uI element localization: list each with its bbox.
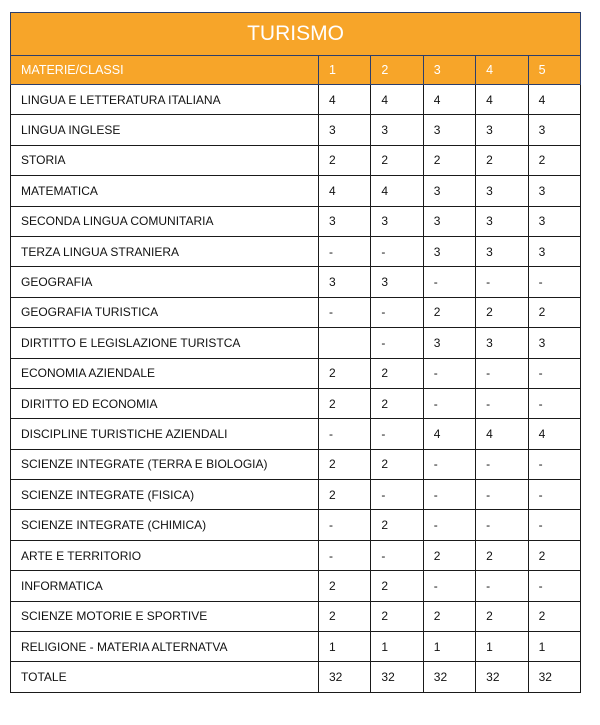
hours-cell: 3 — [371, 206, 423, 236]
hours-cell: 3 — [371, 267, 423, 297]
hours-cell: 4 — [476, 419, 528, 449]
hours-cell: - — [476, 388, 528, 418]
subject-cell: SCIENZE INTEGRATE (TERRA E BIOLOGIA) — [11, 449, 319, 479]
table-row — [11, 358, 581, 388]
hours-cell: 2 — [423, 601, 475, 631]
table-row — [11, 601, 581, 631]
total-row — [11, 662, 581, 692]
hours-cell: - — [319, 419, 371, 449]
subject-cell: INFORMATICA — [11, 571, 319, 601]
hours-cell: 4 — [528, 419, 580, 449]
subject-cell: SCIENZE MOTORIE E SPORTIVE — [11, 601, 319, 631]
hours-cell: - — [528, 358, 580, 388]
table-title: TURISMO — [11, 13, 581, 56]
hours-cell: 3 — [528, 206, 580, 236]
hours-cell: - — [319, 297, 371, 327]
table-row — [11, 206, 581, 236]
subject-cell: DIRITTO ED ECONOMIA — [11, 388, 319, 418]
hours-cell: 2 — [371, 601, 423, 631]
table-row — [11, 328, 581, 358]
hours-cell: - — [319, 510, 371, 540]
hours-cell: 2 — [528, 145, 580, 175]
hours-cell: - — [528, 388, 580, 418]
class-column-header: 1 — [319, 56, 371, 85]
table-row — [11, 297, 581, 327]
hours-cell: - — [371, 540, 423, 570]
hours-cell: - — [528, 571, 580, 601]
hours-cell: - — [423, 267, 475, 297]
hours-cell: - — [319, 540, 371, 570]
hours-cell: 4 — [371, 176, 423, 206]
hours-cell: - — [476, 358, 528, 388]
hours-cell: 2 — [319, 358, 371, 388]
hours-cell: - — [371, 419, 423, 449]
table-row — [11, 388, 581, 418]
hours-cell: 3 — [528, 236, 580, 266]
class-column-header: 3 — [423, 56, 475, 85]
table-row — [11, 480, 581, 510]
class-column-header: 4 — [476, 56, 528, 85]
hours-cell: 1 — [371, 632, 423, 662]
curriculum-table — [10, 12, 581, 693]
table-body — [11, 85, 581, 693]
hours-cell: 2 — [371, 571, 423, 601]
hours-cell: - — [371, 297, 423, 327]
hours-cell: 2 — [476, 540, 528, 570]
hours-cell: 2 — [319, 480, 371, 510]
hours-cell: 2 — [319, 571, 371, 601]
subject-cell: DISCIPLINE TURISTICHE AZIENDALI — [11, 419, 319, 449]
hours-cell: 2 — [528, 297, 580, 327]
table-row — [11, 540, 581, 570]
hours-cell: 4 — [528, 85, 580, 115]
hours-cell: - — [476, 480, 528, 510]
class-column-header: 2 — [371, 56, 423, 85]
table-row — [11, 145, 581, 175]
subject-cell: RELIGIONE - MATERIA ALTERNATVA — [11, 632, 319, 662]
hours-cell: - — [476, 267, 528, 297]
hours-cell: 3 — [476, 176, 528, 206]
hours-cell: 1 — [528, 632, 580, 662]
hours-cell: 32 — [423, 662, 475, 692]
hours-cell: - — [423, 571, 475, 601]
hours-cell: - — [371, 328, 423, 358]
subject-cell: GEOGRAFIA — [11, 267, 319, 297]
hours-cell: - — [423, 480, 475, 510]
hours-cell: 3 — [423, 115, 475, 145]
hours-cell: 3 — [423, 236, 475, 266]
hours-cell: 3 — [476, 206, 528, 236]
hours-cell: 1 — [423, 632, 475, 662]
subject-cell: SECONDA LINGUA COMUNITARIA — [11, 206, 319, 236]
hours-cell: 32 — [319, 662, 371, 692]
hours-cell: 32 — [528, 662, 580, 692]
hours-cell: - — [423, 449, 475, 479]
hours-cell: 3 — [528, 115, 580, 145]
hours-cell: 2 — [423, 297, 475, 327]
table-row — [11, 176, 581, 206]
hours-cell: 4 — [423, 85, 475, 115]
subject-cell: MATEMATICA — [11, 176, 319, 206]
hours-cell: 2 — [371, 358, 423, 388]
hours-cell: - — [528, 449, 580, 479]
subject-cell: ARTE E TERRITORIO — [11, 540, 319, 570]
hours-cell: - — [476, 510, 528, 540]
hours-cell: 3 — [476, 115, 528, 145]
hours-cell: 32 — [371, 662, 423, 692]
hours-cell: 3 — [319, 206, 371, 236]
hours-cell: 2 — [371, 510, 423, 540]
hours-cell: 32 — [476, 662, 528, 692]
hours-cell — [319, 328, 371, 358]
hours-cell: - — [371, 236, 423, 266]
hours-cell: - — [528, 267, 580, 297]
hours-cell: 4 — [371, 85, 423, 115]
hours-cell: 2 — [371, 449, 423, 479]
curriculum-table-container — [10, 12, 580, 693]
hours-cell: 2 — [319, 601, 371, 631]
table-row — [11, 115, 581, 145]
hours-cell: 2 — [423, 145, 475, 175]
subject-cell: DIRTITTO E LEGISLAZIONE TURISTCA — [11, 328, 319, 358]
hours-cell: - — [476, 571, 528, 601]
header-row — [11, 56, 581, 85]
hours-cell: 3 — [476, 328, 528, 358]
hours-cell: 4 — [319, 176, 371, 206]
subject-cell: SCIENZE INTEGRATE (FISICA) — [11, 480, 319, 510]
subject-cell: LINGUA INGLESE — [11, 115, 319, 145]
subject-cell: TERZA LINGUA STRANIERA — [11, 236, 319, 266]
hours-cell: - — [476, 449, 528, 479]
table-row — [11, 510, 581, 540]
hours-cell: 2 — [371, 388, 423, 418]
hours-cell: 3 — [423, 206, 475, 236]
hours-cell: 2 — [528, 601, 580, 631]
hours-cell: - — [423, 510, 475, 540]
hours-cell: 1 — [319, 632, 371, 662]
hours-cell: 3 — [423, 328, 475, 358]
table-row — [11, 571, 581, 601]
hours-cell: 3 — [371, 115, 423, 145]
table-row — [11, 267, 581, 297]
table-row — [11, 85, 581, 115]
hours-cell: - — [423, 388, 475, 418]
table-row — [11, 449, 581, 479]
hours-cell: 2 — [528, 540, 580, 570]
hours-cell: 2 — [319, 145, 371, 175]
hours-cell: 4 — [319, 85, 371, 115]
subject-cell: LINGUA E LETTERATURA ITALIANA — [11, 85, 319, 115]
hours-cell: 3 — [528, 328, 580, 358]
hours-cell: 3 — [476, 236, 528, 266]
hours-cell: 2 — [319, 449, 371, 479]
hours-cell: 2 — [476, 145, 528, 175]
hours-cell: 2 — [476, 297, 528, 327]
table-row — [11, 419, 581, 449]
hours-cell: 2 — [371, 145, 423, 175]
hours-cell: - — [371, 480, 423, 510]
table-row — [11, 632, 581, 662]
subject-cell: TOTALE — [11, 662, 319, 692]
subject-column-header: MATERIE/CLASSI — [11, 56, 319, 85]
hours-cell: - — [319, 236, 371, 266]
hours-cell: 3 — [528, 176, 580, 206]
table-row — [11, 236, 581, 266]
title-row — [11, 13, 581, 56]
hours-cell: - — [423, 358, 475, 388]
hours-cell: 2 — [423, 540, 475, 570]
hours-cell: 2 — [476, 601, 528, 631]
class-column-header: 5 — [528, 56, 580, 85]
hours-cell: 4 — [476, 85, 528, 115]
hours-cell: 4 — [423, 419, 475, 449]
hours-cell: 3 — [319, 115, 371, 145]
hours-cell: - — [528, 480, 580, 510]
hours-cell: 3 — [423, 176, 475, 206]
hours-cell: 2 — [319, 388, 371, 418]
hours-cell: - — [528, 510, 580, 540]
hours-cell: 1 — [476, 632, 528, 662]
subject-cell: SCIENZE INTEGRATE (CHIMICA) — [11, 510, 319, 540]
hours-cell: 3 — [319, 267, 371, 297]
subject-cell: ECONOMIA AZIENDALE — [11, 358, 319, 388]
subject-cell: STORIA — [11, 145, 319, 175]
subject-cell: GEOGRAFIA TURISTICA — [11, 297, 319, 327]
